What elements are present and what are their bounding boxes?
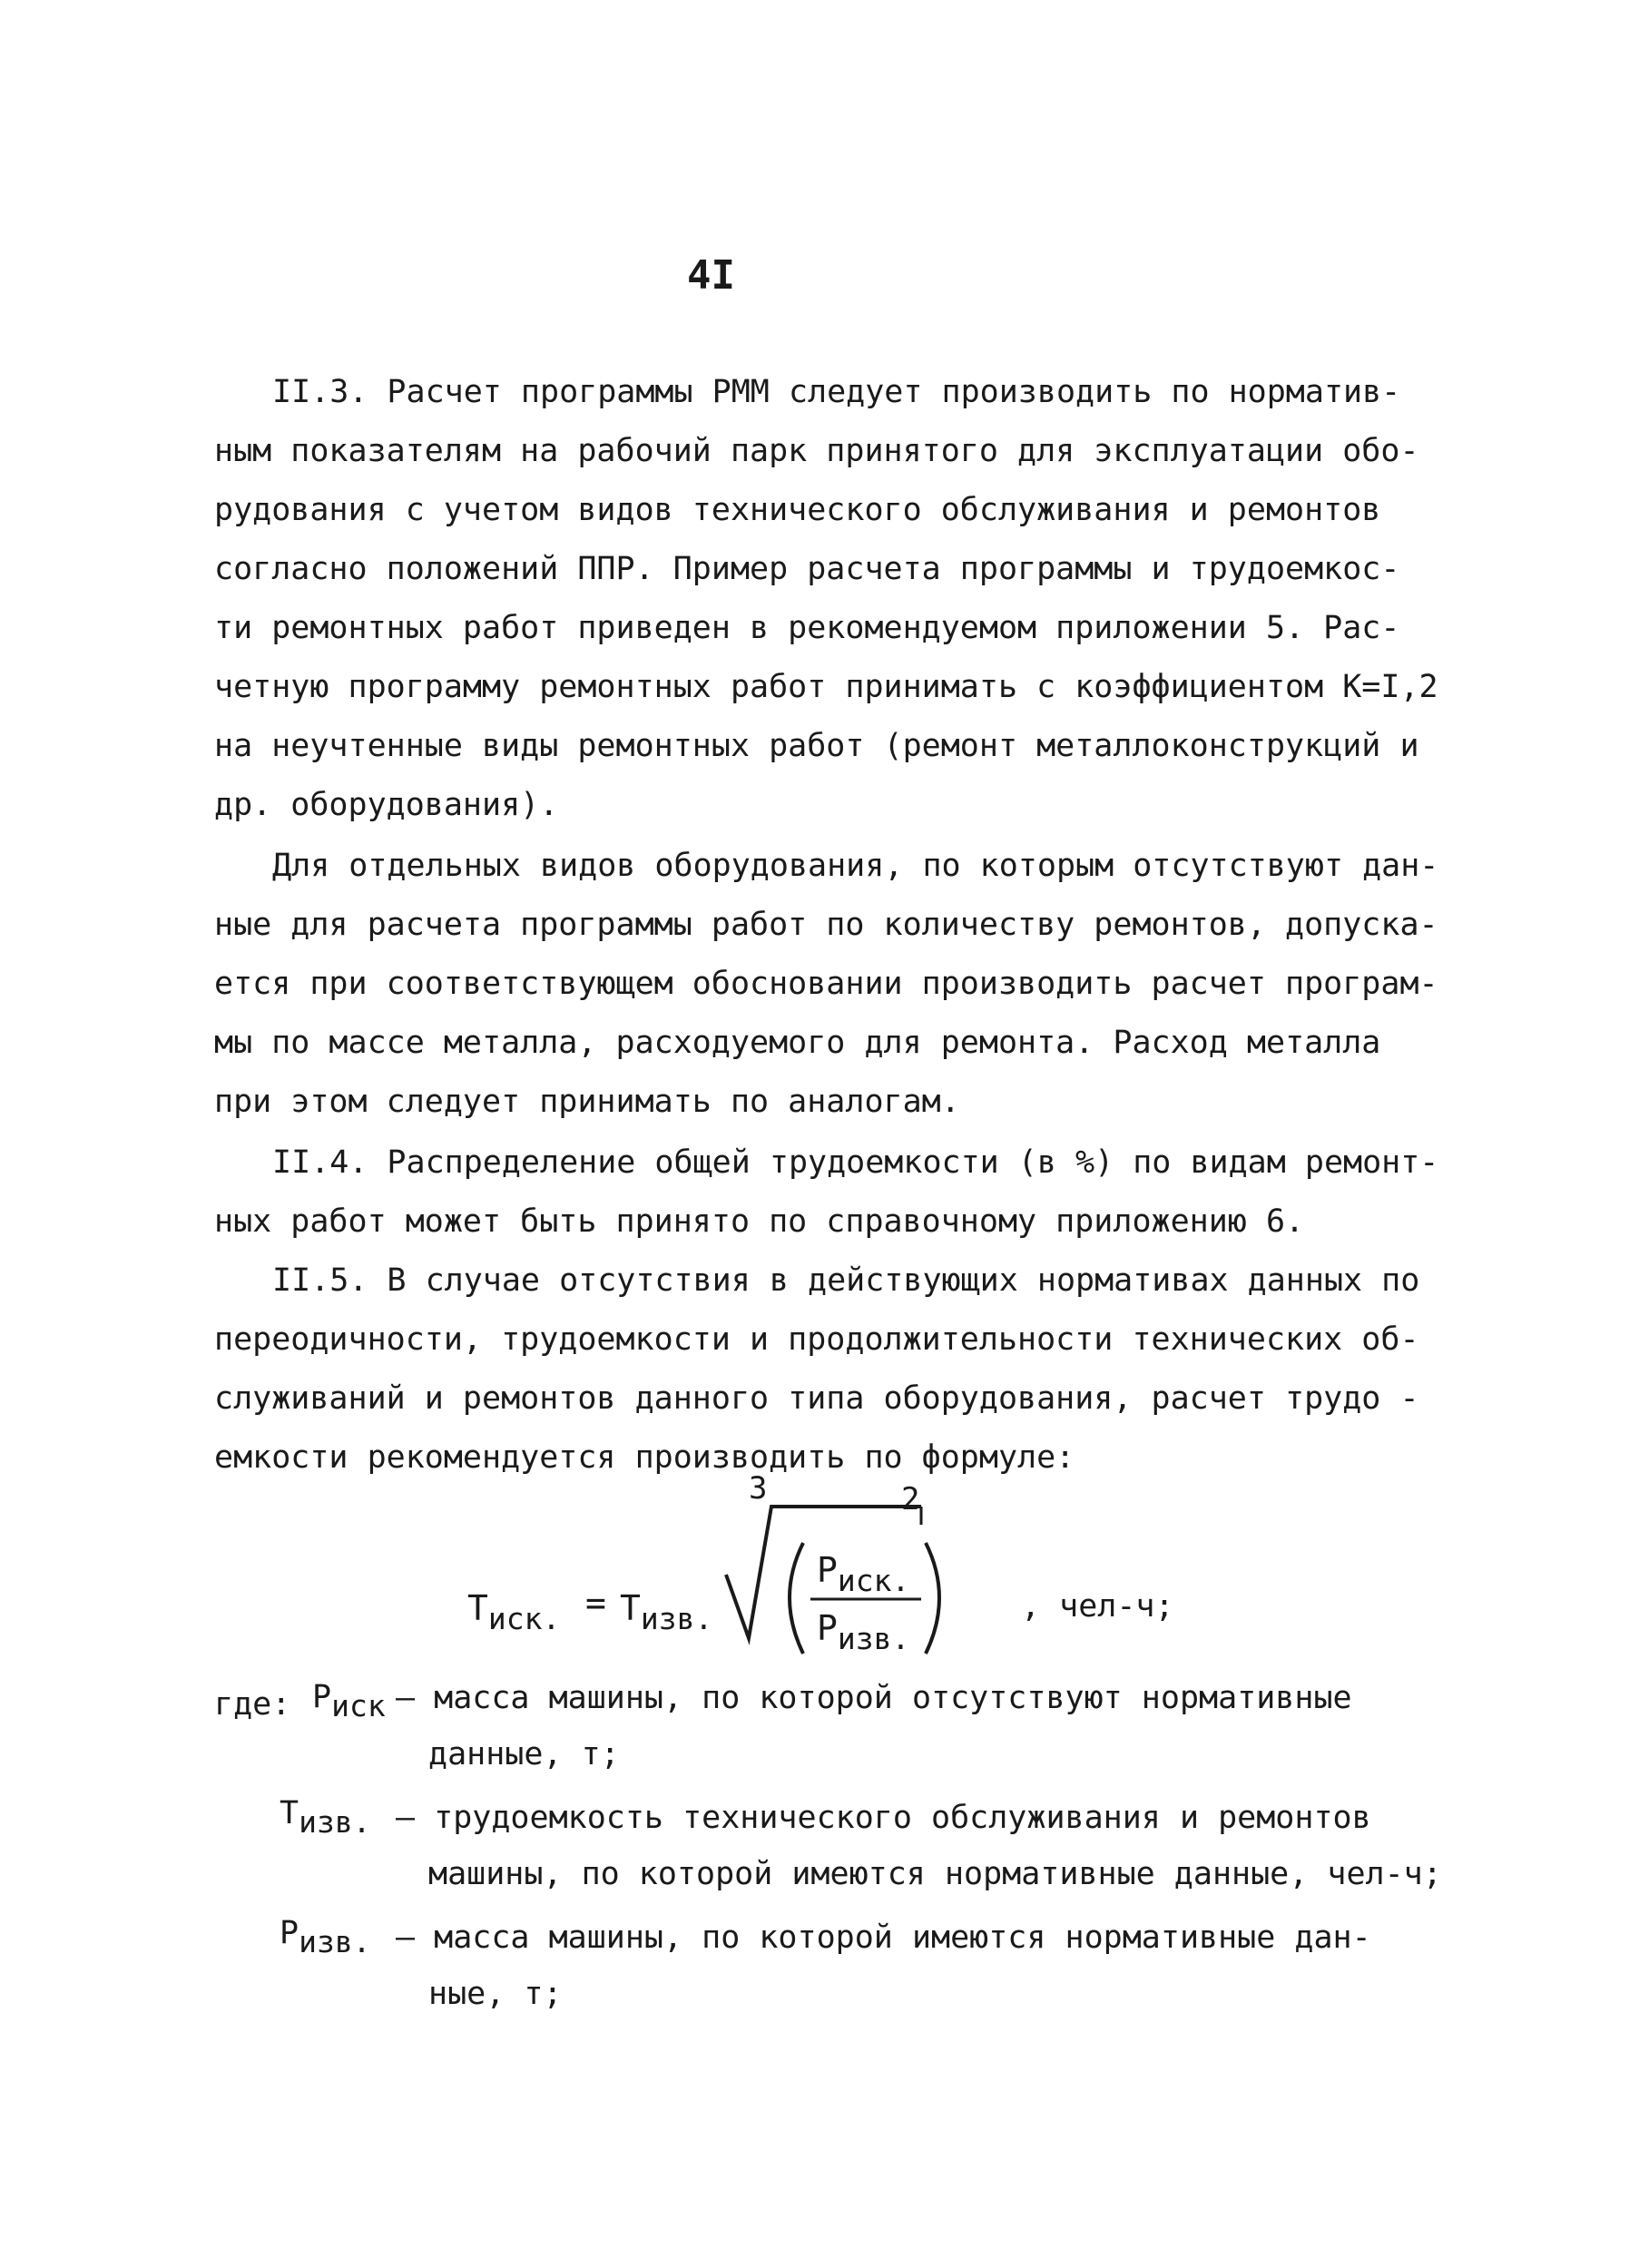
formula xyxy=(467,1470,1284,1679)
paragraph-metal-mass xyxy=(214,837,1439,1132)
exponent: 2 xyxy=(901,1481,920,1517)
formula-units: , чел-ч; xyxy=(1021,1588,1174,1625)
definition-text xyxy=(396,1670,1352,1782)
text-line: II.3. Расчет программы РММ следует производить по норматив- xyxy=(272,374,1401,410)
paragraph-11-5 xyxy=(214,1252,1420,1487)
symbol-t: Т xyxy=(620,1588,641,1628)
right-paren xyxy=(926,1543,939,1654)
text-line: данные, т; xyxy=(428,1736,620,1772)
text-line: ным показателям на рабочий парк принятого для эксплуатации обо- xyxy=(214,433,1419,469)
symbol-t: Т xyxy=(280,1795,299,1831)
text-line: ется при соответствующем обосновании производить расчет програм- xyxy=(214,966,1438,1002)
symbol-p: Р xyxy=(312,1679,332,1715)
subscript: изв. xyxy=(299,1924,371,1959)
text-line: рудования с учетом видов технического обслуживания и ремонтов xyxy=(214,492,1381,528)
text-line: мы по массе металла, расходуемого для ремонта. Расход металла xyxy=(214,1025,1381,1061)
text-line: при этом следует принимать по аналогам. xyxy=(214,1084,960,1120)
symbol-p: Р xyxy=(817,1550,838,1590)
definitions xyxy=(214,1670,1442,2051)
formula-equals: = xyxy=(585,1583,606,1623)
text-line: емкости рекомендуется производить по формуле: xyxy=(214,1439,1075,1476)
text-line: ные для расчета программы работ по количеству ремонтов, допуска- xyxy=(214,907,1438,943)
symbol-t: Т xyxy=(467,1588,488,1628)
text-line: II.5. В случае отсутствия в действующих нормативах данных по xyxy=(272,1262,1420,1299)
formula-lhs xyxy=(467,1588,561,1636)
paragraph-11-4 xyxy=(214,1134,1439,1252)
subscript: иск. xyxy=(487,1601,561,1636)
subscript: иск. xyxy=(837,1563,910,1598)
text-line: на неучтенные виды ремонтных работ (ремонт металлоконструкций и xyxy=(214,728,1419,764)
text-line: др. оборудования). xyxy=(214,787,559,823)
text-line: согласно положений ППР. Пример расчета программы и трудоемкос- xyxy=(214,551,1400,587)
text-line: служиваний и ремонтов данного типа оборудования, расчет трудо - xyxy=(214,1380,1419,1417)
subscript: изв. xyxy=(299,1804,371,1840)
symbol-p: Р xyxy=(817,1608,838,1648)
text-line: ных работ может быть принято по справочному приложению 6. xyxy=(214,1203,1305,1240)
text-line: – масса машины, по которой имеются нормативные дан- xyxy=(396,1919,1371,1956)
text-line: ти ремонтных работ приведен в рекомендуемом приложении 5. Рас- xyxy=(214,610,1400,646)
subscript: изв. xyxy=(640,1601,713,1636)
text-line: переодичности, трудоемкости и продолжительности технических об- xyxy=(214,1321,1419,1358)
numerator xyxy=(817,1550,910,1598)
text-line: четную программу ремонтных работ принимать с коэффициентом К=I,2 xyxy=(214,669,1438,705)
symbol-p: Р xyxy=(280,1915,299,1951)
definition-symbol xyxy=(280,1795,371,1840)
definition-text xyxy=(396,1910,1371,2022)
definition-text xyxy=(396,1790,1442,1902)
text-line: – трудоемкость технического обслуживания и ремонтов xyxy=(396,1800,1371,1836)
paragraph-11-3 xyxy=(214,363,1438,835)
definition-symbol xyxy=(312,1679,386,1723)
text-line: Для отдельных видов оборудования, по которым отсутствуют дан- xyxy=(272,848,1439,884)
formula-rhs xyxy=(620,1588,713,1636)
text-line: II.4. Распределение общей трудоемкости (в %) по видам ремонт- xyxy=(272,1144,1439,1181)
denominator xyxy=(817,1608,910,1656)
subscript: изв. xyxy=(837,1621,910,1656)
subscript: иск xyxy=(331,1688,386,1723)
page-number: 4I xyxy=(687,252,735,299)
text-line: машины, по которой имеются нормативные данные, чел-ч; xyxy=(428,1856,1442,1892)
definition-symbol xyxy=(280,1915,371,1959)
text-line: – масса машины, по которой отсутствуют нормативные xyxy=(396,1680,1352,1716)
definitions-prefix: где: xyxy=(214,1686,291,1723)
root-index: 3 xyxy=(749,1470,768,1507)
text-line: ные, т; xyxy=(428,1976,563,2012)
left-paren xyxy=(790,1543,803,1654)
